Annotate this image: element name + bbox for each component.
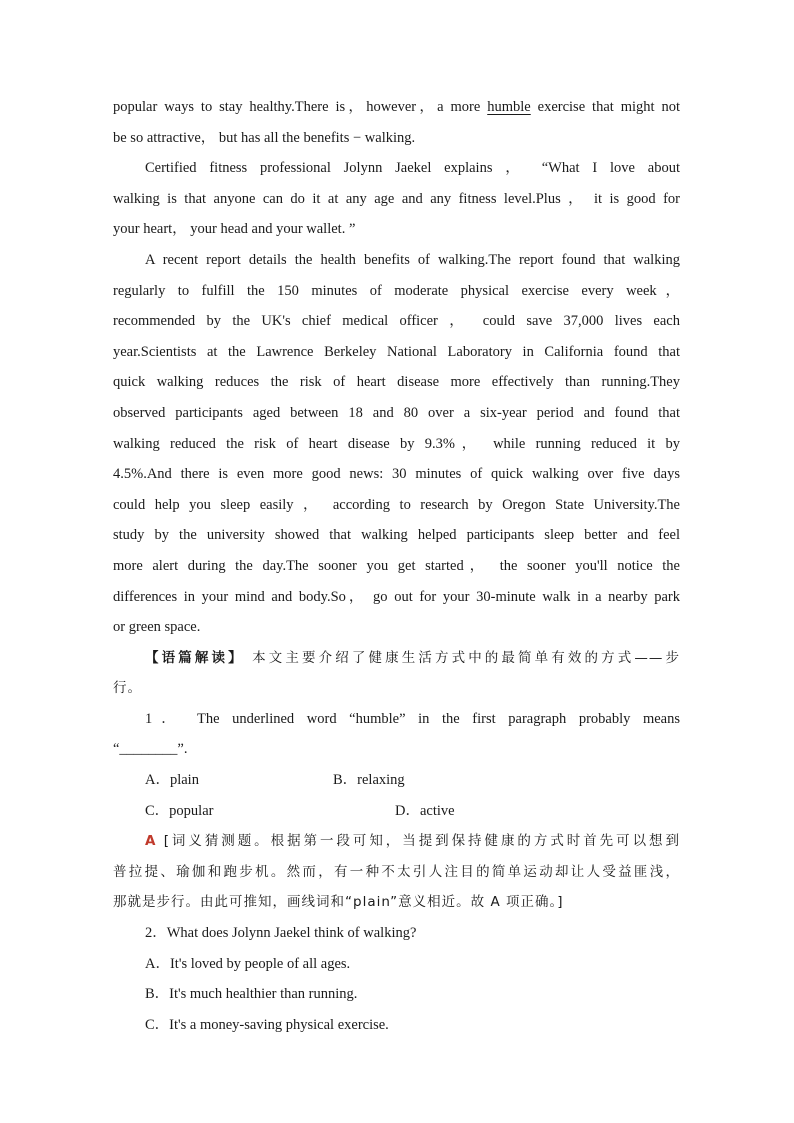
passage-line: or green space. (113, 619, 201, 636)
explanation-line (113, 826, 680, 857)
passage-line (113, 92, 680, 123)
analysis-tag: 【语篇解读】 (145, 649, 245, 666)
question-stem: 1． The underlined word “humble” in the first paragraph probably means (145, 710, 680, 727)
passage-line: regularly to fulfill the 150 minutes of moderate physical exercise every week， (113, 282, 680, 299)
option-d: D．active (395, 802, 455, 819)
passage-line: observed participants aged between 18 and 80 over a six-year period and found that (113, 404, 680, 421)
passage-line: year.Scientists at the Lawrence Berkeley National Laboratory in California found that (113, 343, 680, 360)
option-b: B．relaxing (333, 772, 405, 789)
passage-line: be so attractive， but has all the benefits − walking. (113, 129, 416, 146)
explanation-line: 普拉提、瑜伽和跑步机。然而，有一种不太引人注目的简单运动却让人受益匪浅， (113, 863, 680, 880)
passage-line: walking reduced the risk of heart disease by 9.3%， while running reduced it by (113, 435, 680, 452)
passage-line: your heart， your head and your wallet. ” (113, 221, 356, 238)
passage-line: A recent report details the health benefits of walking.The report found that walking (145, 251, 680, 268)
passage-line: 4.5%.And there is even more good news: 30 minutes of quick walking over five days (113, 466, 680, 483)
option-c: C．It's a money-saving physical exercise. (145, 1016, 389, 1033)
option-c: C．popular (145, 802, 214, 819)
question-stem: 2．What does Jolynn Jaekel think of walking? (145, 925, 417, 942)
passage-line: walking is that anyone can do it at any age and any fitness level.Plus ， it is good for (113, 190, 680, 207)
passage-line: Certified fitness professional Jolynn Jaekel explains ， “What I love about (145, 160, 680, 177)
analysis-text: 本文主要介绍了健康生活方式中的最简单有效的方式——步 (252, 649, 681, 666)
option-a: A．It's loved by people of all ages. (145, 955, 351, 972)
passage-line: recommended by the UK's chief medical officer ， could save 37,000 lives each (113, 313, 680, 330)
option-b: B．It's much healthier than running. (145, 986, 358, 1003)
question-stem: “________”. (113, 741, 188, 758)
document-page (113, 92, 680, 1040)
passage-text: exercise that might not (530, 99, 680, 115)
explanation-text: [词义猜测题。根据第一段可知，当提到保持健康的方式时首先可以想到 (163, 833, 680, 850)
analysis-line (113, 643, 680, 674)
passage-line: differences in your mind and body.So， go out for your 30-minute walk in a nearby park (113, 588, 680, 605)
passage-line: quick walking reduces the risk of heart disease more effectively than running.They (113, 374, 680, 391)
options-row (113, 765, 680, 796)
passage-line: study by the university showed that walking helped participants sleep better and feel (113, 527, 680, 544)
passage-line: could help you sleep easily ， according to research by Oregon State University.The (113, 496, 680, 513)
passage-text: popular ways to stay healthy.There is，however，a more (113, 99, 488, 115)
options-row (113, 796, 680, 827)
underlined-word: humble (487, 99, 531, 115)
analysis-line: 行。 (113, 680, 142, 697)
answer-letter: A (145, 833, 157, 850)
explanation-line: 那就是步行。由此可推知，画线词和“plain”意义相近。故 A 项正确。] (113, 894, 564, 911)
option-a: A．plain (145, 772, 199, 789)
passage-line: more alert during the day.The sooner you get started， the sooner you'll notice the (113, 557, 680, 574)
